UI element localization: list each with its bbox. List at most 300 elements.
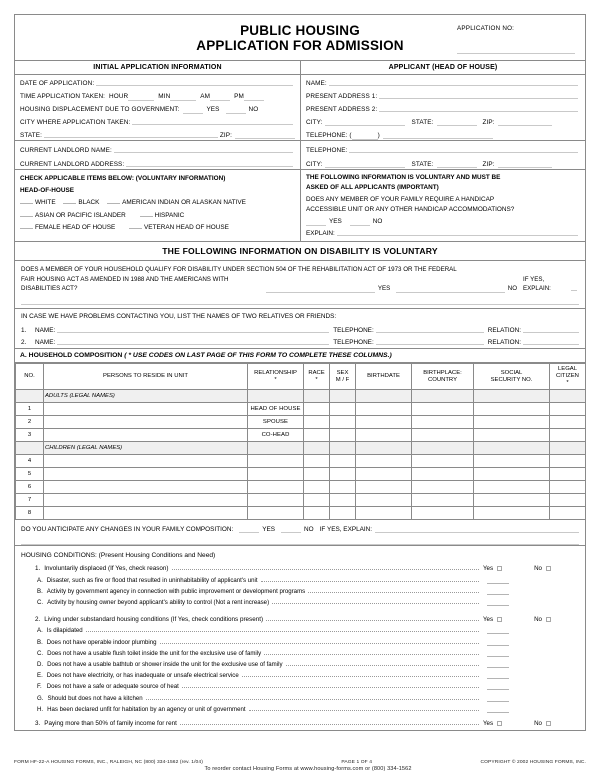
table-row[interactable]	[16, 455, 586, 468]
hc-1a-leader	[261, 575, 479, 582]
displacement-no-label: NO	[248, 106, 259, 113]
hc-2f-checkbox[interactable]	[487, 682, 509, 690]
white-checkbox[interactable]	[20, 196, 33, 204]
footer-copyright: COPYRIGHT © 2002 HOUSING FORMS, INC.	[480, 760, 586, 765]
hc-1c-check	[483, 598, 579, 606]
race-cell[interactable]	[304, 481, 330, 494]
hc-2a-checkbox[interactable]	[487, 626, 509, 634]
birthplace-cell[interactable]	[412, 403, 474, 416]
legal-citizen-cell[interactable]	[550, 481, 586, 494]
hc-1-yes-label: Yes	[483, 565, 494, 573]
landlord-address-label: CURRENT LANDLORD ADDRESS:	[20, 161, 125, 168]
children-group-ssn	[474, 442, 550, 455]
min-label: MIN	[158, 93, 171, 100]
legal-citizen-cell[interactable]	[550, 416, 586, 429]
race-row-1	[20, 196, 295, 209]
ssn-cell[interactable]	[474, 494, 550, 507]
sex-cell[interactable]	[330, 507, 356, 520]
applicant-telephone-row[interactable]	[301, 127, 585, 140]
ssn-cell[interactable]	[474, 429, 550, 442]
sex-cell[interactable]	[330, 403, 356, 416]
hc-2-number: 2.	[35, 616, 41, 624]
hc-2a-text: Is dilapidated	[46, 627, 83, 635]
hc-2-yesno	[483, 616, 579, 623]
black-label: BLACK	[78, 199, 100, 206]
row-number: 6	[16, 481, 44, 494]
hc-1c-leader	[272, 597, 479, 604]
sex-cell[interactable]	[330, 455, 356, 468]
hc-2-yes-checkbox[interactable]	[497, 617, 502, 622]
hc-2a-leader	[86, 625, 479, 632]
legal-citizen-cell[interactable]	[550, 494, 586, 507]
contact-1-telephone-input[interactable]	[376, 324, 484, 333]
hc-1-yes-checkbox[interactable]	[497, 566, 502, 571]
adults-group-lc	[550, 390, 586, 403]
hc-1c-checkbox[interactable]	[487, 598, 509, 606]
time-taken-row[interactable]	[15, 88, 300, 101]
head-row-3	[20, 221, 295, 234]
birthplace-cell[interactable]	[412, 429, 474, 442]
birthdate-cell[interactable]	[356, 416, 412, 429]
column-header-birthplace: BIRTHPLACE: COUNTRY	[412, 364, 474, 390]
hc-3-text: Paying more than 50% of family income for rent	[44, 719, 177, 727]
disability-no-checkbox[interactable]	[396, 284, 505, 293]
ssn-cell[interactable]	[474, 416, 550, 429]
veteran-head-checkbox[interactable]	[129, 221, 142, 229]
form-footer	[14, 760, 586, 772]
landlord-city-row[interactable]	[301, 155, 585, 169]
hispanic-checkbox[interactable]	[140, 209, 153, 217]
asian-pacific-label: ASIAN OR PACIFIC ISLANDER	[35, 211, 126, 219]
hc-2e-leader	[242, 670, 479, 677]
voluntary-heading-line-1: THE FOLLOWING INFORMATION IS VOLUNTARY AND MUST BE	[306, 174, 501, 181]
person-name-cell[interactable]	[44, 416, 248, 429]
adults-group-bd	[356, 390, 412, 403]
hc-1b-check	[483, 587, 579, 595]
applicant-zip-input[interactable]	[498, 117, 552, 126]
pm-input[interactable]	[244, 92, 264, 101]
am-label: AM	[200, 93, 211, 100]
state-input[interactable]	[44, 128, 218, 138]
sex-cell[interactable]	[330, 468, 356, 481]
children-group-bd	[356, 442, 412, 455]
pm-label: PM	[234, 93, 244, 100]
relationship-cell[interactable]	[248, 494, 304, 507]
person-name-cell[interactable]	[44, 403, 248, 416]
landlord-telephone-input[interactable]	[349, 143, 578, 153]
hc-2g-leader	[146, 693, 479, 700]
landlord-address-row[interactable]	[15, 155, 300, 169]
person-name-cell[interactable]	[44, 494, 248, 507]
birthdate-cell[interactable]	[356, 429, 412, 442]
anticipate-yes-checkbox[interactable]	[239, 524, 259, 533]
check-applicable-items	[15, 170, 300, 241]
address1-input[interactable]	[379, 89, 578, 99]
displacement-yes-checkbox[interactable]	[183, 105, 203, 114]
table-row[interactable]	[16, 403, 586, 416]
date-of-application-row[interactable]	[15, 75, 300, 88]
contact-1-name-input[interactable]	[57, 324, 329, 333]
adults-group-sex	[330, 390, 356, 403]
address2-row[interactable]	[301, 101, 585, 114]
disability-banner: THE FOLLOWING INFORMATION ON DISABILITY IS VOLUNTARY	[15, 242, 585, 261]
black-checkbox[interactable]	[63, 196, 76, 204]
footer-page-number: PAGE 1 OF 4	[341, 760, 373, 765]
handicap-yesno-row	[306, 214, 580, 226]
city-taken-row[interactable]	[15, 114, 300, 127]
ssn-cell[interactable]	[474, 468, 550, 481]
applicant-name-row[interactable]	[301, 75, 585, 88]
adults-group-rel	[248, 390, 304, 403]
handicap-no-checkbox[interactable]	[350, 217, 370, 226]
housing-conditions-block	[15, 546, 585, 730]
hc-2g-letter: G.	[37, 694, 44, 702]
hc-2e-text: Does not have electricity, or has inadequate or unsafe electrical service	[46, 672, 239, 680]
relationship-cell: SPOUSE	[248, 416, 304, 429]
table-row[interactable]	[16, 494, 586, 507]
table-row[interactable]	[16, 481, 586, 494]
displacement-row[interactable]	[15, 101, 300, 114]
children-group-bp	[412, 442, 474, 455]
applicant-area-code-input[interactable]	[352, 131, 378, 140]
applicant-city-row[interactable]	[301, 114, 585, 127]
hc-3-no-checkbox[interactable]	[546, 721, 551, 726]
landlord-telephone-row[interactable]	[301, 141, 585, 155]
asian-pacific-checkbox[interactable]	[20, 209, 33, 217]
time-taken-label: TIME APPLICATION TAKEN:	[20, 93, 106, 100]
emergency-contacts-block	[15, 309, 585, 349]
hc-3-no-label: No	[534, 719, 543, 727]
landlord-telephone-label: TELEPHONE:	[306, 147, 348, 154]
min-input[interactable]	[170, 92, 196, 101]
hc-2b-leader	[160, 637, 479, 644]
birthdate-cell[interactable]	[356, 468, 412, 481]
landlord-state-input[interactable]	[437, 159, 477, 168]
application-no-field[interactable]	[457, 25, 575, 54]
contact-2-name-label: NAME:	[35, 339, 56, 347]
anticipate-question: DO YOU ANTICIPATE ANY CHANGES IN YOUR FAMILY COMPOSITION:	[21, 526, 234, 534]
adults-group-bp	[412, 390, 474, 403]
contact-row[interactable]	[21, 334, 579, 346]
birthdate-cell[interactable]	[356, 507, 412, 520]
handicap-question-line-2: ACCESSIBLE UNIT OR ANY OTHER HANDICAP ACCOMMODATIONS?	[306, 205, 515, 213]
housing-condition-subitem	[15, 702, 585, 713]
hc-2-leader	[266, 614, 479, 621]
column-header-persons: PERSONS TO RESIDE IN UNIT	[44, 364, 248, 390]
hc-2c-checkbox[interactable]	[487, 649, 509, 657]
hc-2d-letter: D.	[37, 660, 44, 668]
anticipate-explain-input-line2[interactable]	[21, 535, 579, 545]
form-sheet	[14, 14, 586, 731]
group-row-children	[16, 442, 586, 455]
hc-1b-leader	[308, 586, 479, 593]
applicant-city-label: CITY:	[306, 119, 323, 126]
anticipate-row	[15, 520, 585, 533]
household-composition-table	[15, 363, 586, 520]
hc-2g-check	[483, 694, 579, 702]
housing-condition-subitem	[15, 595, 585, 606]
veteran-head-label: VETERAN HEAD OF HOUSE	[144, 224, 229, 231]
handicap-explain-row[interactable]	[306, 226, 580, 238]
race-cell[interactable]	[304, 429, 330, 442]
housing-condition-subitem	[15, 668, 585, 679]
children-group-sex	[330, 442, 356, 455]
hc-2e-letter: E.	[37, 672, 43, 680]
hc-1b-checkbox[interactable]	[487, 587, 509, 595]
person-name-cell[interactable]	[44, 429, 248, 442]
disability-explain-input-line2[interactable]	[21, 295, 579, 305]
hc-2h-letter: H.	[37, 705, 44, 713]
household-composition-title	[15, 349, 585, 363]
ssn-cell[interactable]	[474, 481, 550, 494]
hc-1a-text: Disaster, such as fire or flood that resulted in uninhabitability of applicant's unit	[46, 576, 258, 584]
address1-row[interactable]	[301, 88, 585, 101]
sex-cell[interactable]	[330, 481, 356, 494]
ssn-cell[interactable]	[474, 455, 550, 468]
hc-2d-check	[483, 660, 579, 668]
group-row-adults	[16, 390, 586, 403]
race-cell[interactable]	[304, 507, 330, 520]
hc-2g-checkbox[interactable]	[487, 694, 509, 702]
disability-explain-input[interactable]	[571, 281, 577, 291]
address1-label: PRESENT ADDRESS 1:	[306, 93, 378, 100]
birthplace-cell[interactable]	[412, 494, 474, 507]
applicant-column	[300, 75, 585, 140]
hc-1-text: Involuntarily displaced (If Yes, check reason)	[44, 565, 169, 573]
race-cell[interactable]	[304, 416, 330, 429]
birthplace-cell[interactable]	[412, 481, 474, 494]
disability-yes-checkbox[interactable]	[266, 284, 375, 293]
adults-group-ssn	[474, 390, 550, 403]
housing-condition-item	[15, 612, 585, 623]
person-name-cell[interactable]	[44, 468, 248, 481]
sex-cell[interactable]	[330, 416, 356, 429]
relationship-cell: CO-HEAD	[248, 429, 304, 442]
race-cell[interactable]	[304, 403, 330, 416]
hc-1b-letter: B.	[37, 587, 43, 595]
legal-citizen-cell[interactable]	[550, 429, 586, 442]
birthdate-cell[interactable]	[356, 494, 412, 507]
hc-1-no-checkbox[interactable]	[546, 566, 551, 571]
hc-2c-leader	[264, 648, 479, 655]
hc-1-yesno	[483, 565, 579, 572]
anticipate-no-label: NO	[304, 526, 314, 534]
relationship-cell[interactable]	[248, 468, 304, 481]
column-header-birthdate: BIRTHDATE	[356, 364, 412, 390]
relationship-cell[interactable]	[248, 481, 304, 494]
relationship-cell[interactable]	[248, 455, 304, 468]
landlord-band	[15, 141, 585, 170]
applicant-telephone-label: TELEPHONE: (	[306, 132, 352, 139]
contacts-heading: IN CASE WE HAVE PROBLEMS CONTACTING YOU, LIST THE NAMES OF TWO RELATIVES OR FRIENDS:	[21, 313, 337, 321]
column-header-legal-citizen: LEGAL CITIZEN *	[550, 364, 586, 390]
person-name-cell[interactable]	[44, 481, 248, 494]
birthdate-cell[interactable]	[356, 481, 412, 494]
contact-1-number: 1.	[21, 327, 27, 335]
disability-question-line-1: DOES A MEMBER OF YOUR HOUSEHOLD QUALIFY FOR DISABILITY UNDER SECTION 504 OF THE REHABILITATION ACT OF 1973 OR THE FEDERAL	[21, 266, 457, 274]
handicap-explain-input[interactable]	[337, 226, 578, 236]
hour-input[interactable]	[128, 92, 154, 101]
hc-1c-letter: C.	[37, 599, 44, 607]
hc-2d-checkbox[interactable]	[487, 660, 509, 668]
hc-2d-leader	[286, 659, 479, 666]
footer-reorder: To reorder contact Housing Forms at www.housing-forms.com or (800) 334-1562	[204, 766, 412, 772]
anticipate-no-checkbox[interactable]	[281, 524, 301, 533]
birthplace-cell[interactable]	[412, 507, 474, 520]
birthplace-cell[interactable]	[412, 468, 474, 481]
housing-condition-subitem	[15, 634, 585, 645]
zip-input[interactable]	[235, 130, 295, 139]
hc-2-text: Living under substandard housing conditions (If Yes, check conditions present)	[44, 616, 264, 624]
landlord-city-label: CITY:	[306, 161, 323, 168]
section-titles-band	[15, 61, 585, 75]
state-label: STATE:	[20, 132, 43, 139]
row-number: 2	[16, 416, 44, 429]
children-group-lc	[550, 442, 586, 455]
hc-2-yes-label: Yes	[483, 616, 494, 624]
relationship-cell[interactable]	[248, 507, 304, 520]
hc-1a-checkbox[interactable]	[487, 576, 509, 584]
disability-question-line-2-row	[21, 275, 579, 294]
landlord-left	[15, 141, 300, 169]
hc-2b-check	[483, 638, 579, 646]
hc-2a-check	[483, 626, 579, 634]
contact-1-name-label: NAME:	[35, 327, 56, 335]
race-cell[interactable]	[304, 494, 330, 507]
race-cell[interactable]	[304, 468, 330, 481]
legal-citizen-cell[interactable]	[550, 455, 586, 468]
hc-2e-checkbox[interactable]	[487, 671, 509, 679]
applicant-city-input[interactable]	[325, 117, 405, 126]
hour-label: HOUR	[109, 93, 129, 100]
legal-citizen-cell[interactable]	[550, 507, 586, 520]
birthdate-cell[interactable]	[356, 455, 412, 468]
applicant-zip-label: ZIP:	[482, 119, 495, 126]
application-no-input[interactable]	[457, 45, 575, 54]
handicap-explain-label: EXPLAIN:	[306, 229, 335, 237]
am-input[interactable]	[210, 92, 230, 101]
household-composition-label: A. HOUSEHOLD COMPOSITION	[20, 352, 123, 360]
applicant-name-input[interactable]	[329, 76, 578, 86]
landlord-zip-input[interactable]	[498, 159, 552, 168]
contact-1-relation-label: RELATION:	[487, 327, 521, 335]
column-header-ssn: SOCIAL SECURITY NO.	[474, 364, 550, 390]
table-row[interactable]	[16, 468, 586, 481]
legal-citizen-cell[interactable]	[550, 468, 586, 481]
initial-and-applicant-band	[15, 75, 585, 141]
landlord-right	[300, 141, 585, 169]
check-items-heading: CHECK APPLICABLE ITEMS BELOW: (VOLUNTARY INFORMATION)	[20, 175, 226, 182]
hc-2f-letter: F.	[37, 683, 42, 691]
applicant-name-label: NAME:	[306, 80, 327, 87]
applicant-state-input[interactable]	[437, 117, 477, 126]
american-indian-checkbox[interactable]	[107, 196, 120, 204]
hc-2f-check	[483, 682, 579, 690]
form-header	[15, 15, 585, 61]
person-name-cell[interactable]	[44, 507, 248, 520]
application-no-label: APPLICATION NO:	[457, 25, 515, 32]
ssn-cell[interactable]	[474, 403, 550, 416]
birthplace-cell[interactable]	[412, 455, 474, 468]
head-of-house-subheading: HEAD-OF-HOUSE	[20, 186, 74, 194]
legal-citizen-cell[interactable]	[550, 403, 586, 416]
date-of-application-input[interactable]	[96, 76, 293, 86]
hc-3-number: 3.	[35, 719, 41, 727]
housing-condition-item	[15, 719, 585, 730]
handicap-yes-checkbox[interactable]	[306, 217, 326, 226]
anticipate-changes-block	[15, 520, 585, 546]
housing-condition-subitem	[15, 690, 585, 701]
row-number: 7	[16, 494, 44, 507]
birthdate-cell[interactable]	[356, 403, 412, 416]
city-taken-input[interactable]	[132, 115, 293, 125]
anticipate-yes-label: YES	[262, 526, 276, 534]
table-row[interactable]	[16, 507, 586, 520]
row-number: 1	[16, 403, 44, 416]
hc-3-yes-checkbox[interactable]	[497, 721, 502, 726]
landlord-city-input[interactable]	[325, 159, 405, 168]
initial-application-title: INITIAL APPLICATION INFORMATION	[93, 64, 222, 71]
table-row[interactable]	[16, 416, 586, 429]
hc-1b-text: Activity by government agency in connection with public improvement or development programs	[46, 587, 306, 595]
hc-3-yes-label: Yes	[483, 719, 494, 727]
anticipate-explain-input[interactable]	[375, 524, 579, 533]
applicant-telephone-input[interactable]	[383, 130, 493, 139]
landlord-address-input[interactable]	[126, 157, 293, 167]
handicap-question-line-1: DOES ANY MEMBER OF YOUR FAMILY REQUIRE A HANDICAP	[306, 196, 495, 204]
sex-cell[interactable]	[330, 429, 356, 442]
contact-2-relation-label: RELATION:	[487, 339, 521, 347]
contact-2-name-input[interactable]	[57, 336, 329, 345]
adults-group-race	[304, 390, 330, 403]
hc-2b-checkbox[interactable]	[487, 638, 509, 646]
landlord-name-row[interactable]	[15, 141, 300, 155]
contact-2-telephone-input[interactable]	[376, 336, 484, 345]
female-head-checkbox[interactable]	[20, 221, 33, 229]
person-name-cell[interactable]	[44, 455, 248, 468]
race-cell[interactable]	[304, 455, 330, 468]
hc-2h-checkbox[interactable]	[487, 705, 509, 713]
contact-row[interactable]	[21, 322, 579, 334]
ssn-cell[interactable]	[474, 507, 550, 520]
displacement-label: HOUSING DISPLACEMENT DUE TO GOVERNMENT:	[20, 106, 180, 113]
housing-condition-subitem	[15, 623, 585, 634]
hc-2h-leader	[249, 704, 479, 711]
contact-2-relation-input[interactable]	[523, 336, 579, 345]
displacement-no-checkbox[interactable]	[226, 105, 246, 114]
column-header-relationship: RELATIONSHIP *	[248, 364, 304, 390]
housing-condition-subitem	[15, 572, 585, 583]
housing-condition-subitem	[15, 657, 585, 668]
table-row[interactable]	[16, 429, 586, 442]
landlord-name-input[interactable]	[114, 143, 293, 153]
column-header-race: RACE *	[304, 364, 330, 390]
address2-input[interactable]	[379, 102, 578, 112]
landlord-zip-label: ZIP:	[482, 161, 495, 168]
sex-cell[interactable]	[330, 494, 356, 507]
contact-1-telephone-label: TELEPHONE:	[333, 327, 374, 335]
hc-2e-check	[483, 671, 579, 679]
hc-2-no-checkbox[interactable]	[546, 617, 551, 622]
birthplace-cell[interactable]	[412, 416, 474, 429]
state-zip-row[interactable]	[15, 127, 300, 140]
contact-1-relation-input[interactable]	[523, 324, 579, 333]
housing-condition-item	[15, 561, 585, 572]
hc-2d-text: Does not have a usable bathtub or shower inside the unit for the exclusive use of family	[47, 660, 283, 668]
hc-2c-check	[483, 649, 579, 657]
hc-2f-leader	[182, 681, 479, 688]
applicant-telephone-paren: )	[377, 132, 380, 139]
